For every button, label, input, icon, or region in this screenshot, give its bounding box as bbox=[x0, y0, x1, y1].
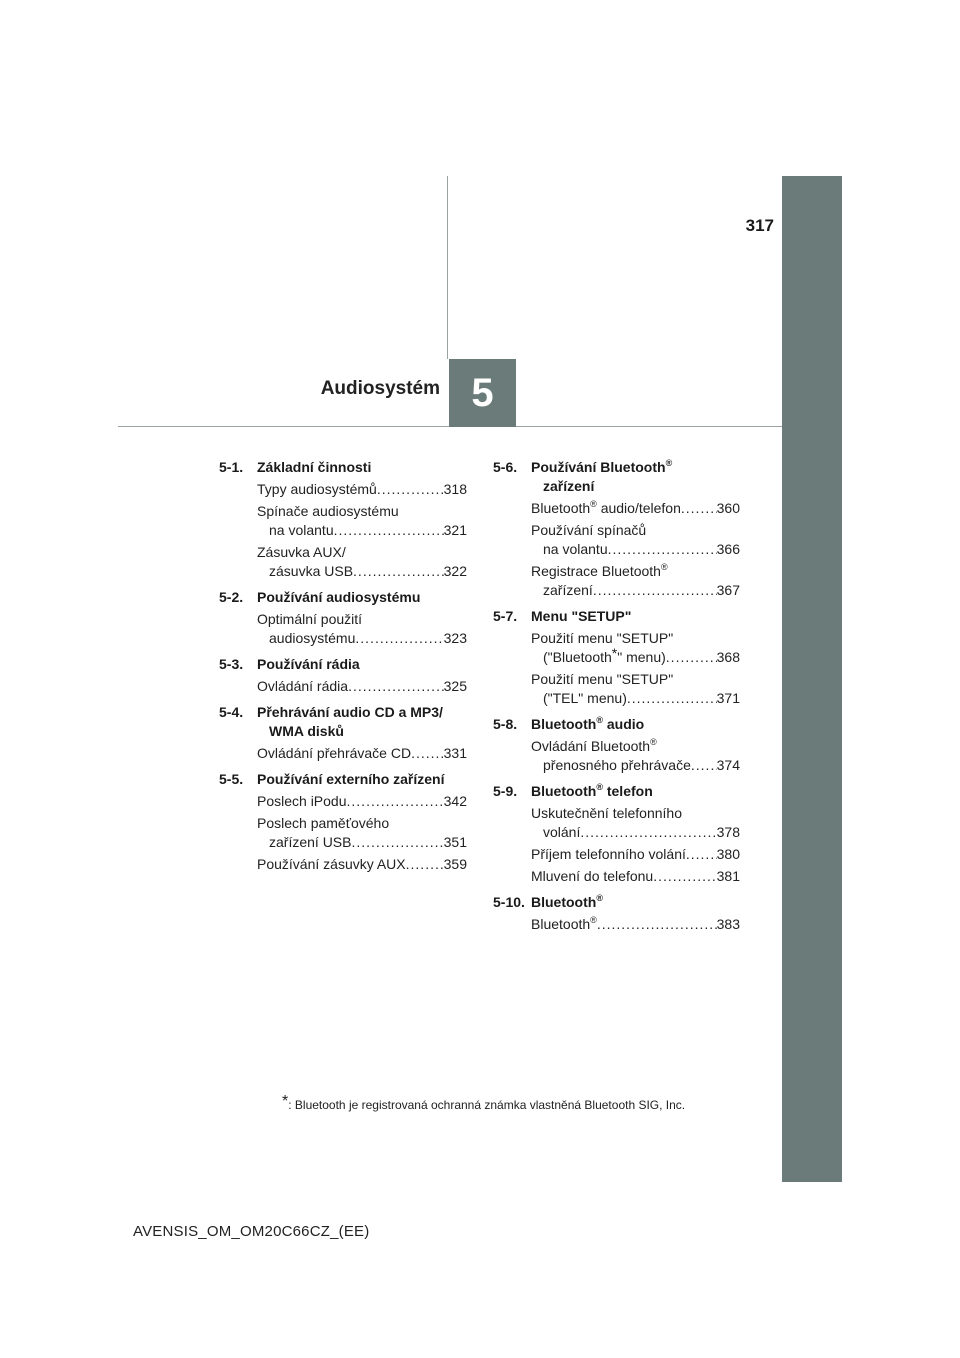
entry-text: Použití menu "SETUP" bbox=[531, 630, 674, 646]
dot-leader bbox=[653, 867, 716, 886]
footnote bbox=[282, 1093, 686, 1112]
section-title: Používání rádia bbox=[257, 656, 360, 672]
entry-text: Bluetooth bbox=[531, 916, 591, 932]
registered-mark: ® bbox=[590, 915, 597, 925]
dot-leader bbox=[627, 689, 717, 708]
entry-text: ("TEL" menu) bbox=[543, 690, 627, 706]
entry-text: Používání spínačů bbox=[531, 522, 647, 538]
dot-leader bbox=[593, 581, 717, 600]
entry-page: 359 bbox=[443, 856, 467, 872]
chapter-number-box: 5 bbox=[449, 359, 516, 427]
section-number: 5-9. bbox=[493, 783, 518, 799]
section-title: Menu "SETUP" bbox=[531, 608, 632, 624]
section-title: telefon bbox=[602, 783, 653, 799]
entry-page: 374 bbox=[716, 757, 740, 773]
toc-entry[interactable] bbox=[257, 677, 467, 696]
registered-mark: ® bbox=[665, 458, 673, 468]
dot-leader bbox=[580, 823, 716, 842]
dot-leader bbox=[351, 833, 443, 852]
section-title: Bluetooth bbox=[531, 783, 597, 799]
entry-text: Bluetooth bbox=[531, 500, 591, 516]
toc-section[interactable] bbox=[493, 715, 740, 734]
entry-text: Poslech iPodu bbox=[257, 793, 347, 809]
toc-section[interactable] bbox=[493, 607, 740, 626]
toc-entry[interactable] bbox=[257, 814, 467, 852]
entry-text: Registrace Bluetooth bbox=[531, 563, 661, 579]
entry-page: 366 bbox=[716, 541, 740, 557]
toc-entry[interactable] bbox=[531, 737, 740, 775]
entry-text: přenosného přehrávače bbox=[543, 757, 691, 773]
entry-page: 371 bbox=[716, 690, 740, 706]
entry-page: 378 bbox=[716, 824, 740, 840]
registered-mark: ® bbox=[650, 737, 657, 747]
section-title: Bluetooth bbox=[531, 716, 597, 732]
section-title: Používání externího zařízení bbox=[257, 771, 445, 787]
section-title: Používání audiosystému bbox=[257, 589, 421, 605]
entry-text: Optimální použití bbox=[257, 611, 363, 627]
toc-entry[interactable] bbox=[531, 915, 740, 934]
toc-entry[interactable] bbox=[257, 855, 467, 874]
toc-entry[interactable] bbox=[257, 744, 467, 763]
entry-page: 381 bbox=[716, 868, 740, 884]
entry-page: 331 bbox=[443, 745, 467, 761]
section-number: 5-1. bbox=[219, 459, 244, 475]
entry-page: 380 bbox=[716, 846, 740, 862]
entry-page: 367 bbox=[716, 582, 740, 598]
toc-section[interactable] bbox=[219, 655, 467, 674]
entry-text: na volantu bbox=[269, 522, 334, 538]
chapter-side-tab bbox=[782, 176, 842, 1182]
header-vertical-rule bbox=[447, 176, 448, 359]
registered-mark: ® bbox=[596, 715, 603, 725]
toc-section[interactable] bbox=[219, 703, 467, 741]
dot-leader bbox=[681, 499, 717, 518]
entry-text: Typy audiosystémů bbox=[257, 481, 377, 497]
entry-text: volání bbox=[543, 824, 581, 840]
asterisk-mark: * bbox=[282, 1093, 289, 1110]
section-number: 5-7. bbox=[493, 608, 518, 624]
entry-text: ("Bluetooth bbox=[543, 649, 612, 665]
toc-entry[interactable] bbox=[257, 543, 467, 581]
entry-text: zásuvka USB bbox=[269, 563, 354, 579]
entry-text: na volantu bbox=[543, 541, 608, 557]
section-title: Přehrávání audio CD a MP3/ bbox=[257, 704, 443, 720]
registered-mark: ® bbox=[590, 499, 597, 509]
toc-section[interactable] bbox=[219, 588, 467, 607]
toc-section[interactable] bbox=[219, 770, 467, 789]
entry-text: audiosystému bbox=[269, 630, 356, 646]
section-number: 5-3. bbox=[219, 656, 244, 672]
dot-leader bbox=[377, 480, 444, 499]
entry-text: Použití menu "SETUP" bbox=[531, 671, 674, 687]
entry-text: Příjem telefonního volání bbox=[531, 846, 686, 862]
chapter-title: Audiosystém bbox=[320, 378, 440, 399]
entry-text: audio/telefon bbox=[596, 500, 681, 516]
section-number: 5-6. bbox=[493, 459, 518, 475]
section-number: 5-8. bbox=[493, 716, 518, 732]
toc-entry[interactable] bbox=[531, 845, 740, 864]
toc-entry[interactable] bbox=[257, 502, 467, 540]
section-title: Základní činnosti bbox=[257, 459, 372, 475]
dot-leader bbox=[406, 855, 444, 874]
entry-text: Ovládání rádia bbox=[257, 678, 349, 694]
entry-page: 321 bbox=[443, 522, 467, 538]
page-number: 317 bbox=[745, 216, 774, 235]
toc-entry[interactable] bbox=[257, 610, 467, 648]
registered-mark: ® bbox=[660, 562, 668, 572]
entry-page: 318 bbox=[443, 481, 467, 497]
toc-entry[interactable] bbox=[531, 562, 740, 600]
dot-leader bbox=[411, 744, 444, 763]
entry-text: zařízení USB bbox=[269, 834, 352, 850]
dot-leader bbox=[353, 562, 444, 581]
entry-page: 383 bbox=[716, 916, 740, 932]
entry-page: 322 bbox=[443, 563, 467, 579]
section-title-cont: WMA disků bbox=[269, 723, 344, 739]
dot-leader bbox=[597, 915, 717, 934]
dot-leader bbox=[334, 521, 444, 540]
entry-text: zařízení bbox=[543, 582, 593, 598]
dot-leader bbox=[355, 629, 443, 648]
section-title: audio bbox=[602, 716, 645, 732]
toc-section[interactable] bbox=[219, 458, 467, 477]
dot-leader bbox=[686, 845, 717, 864]
section-number: 5-10. bbox=[493, 894, 525, 910]
entry-text: Uskutečnění telefonního bbox=[531, 805, 682, 821]
section-number: 5-5. bbox=[219, 771, 244, 787]
entry-page: 360 bbox=[716, 500, 740, 516]
toc-section[interactable] bbox=[493, 458, 740, 496]
dot-leader bbox=[347, 792, 444, 811]
registered-mark: ® bbox=[596, 893, 603, 903]
dot-leader bbox=[608, 540, 717, 559]
entry-text: " menu) bbox=[617, 649, 666, 665]
toc-section[interactable] bbox=[493, 782, 740, 801]
footer-document-code: AVENSIS_OM_OM20C66CZ_(EE) bbox=[133, 1223, 370, 1240]
asterisk-mark: * bbox=[611, 645, 618, 661]
section-title-cont: zařízení bbox=[543, 478, 595, 494]
entry-text: Používání zásuvky AUX bbox=[257, 856, 406, 872]
footnote-text: : Bluetooth je registrovaná ochranná známka vlastněná Bluetooth SIG, Inc. bbox=[288, 1098, 686, 1112]
entry-text: Mluvení do telefonu bbox=[531, 868, 654, 884]
entry-page: 323 bbox=[443, 630, 467, 646]
entry-text: Ovládání Bluetooth bbox=[531, 738, 651, 754]
toc-entry[interactable] bbox=[531, 670, 740, 708]
section-title: Bluetooth bbox=[531, 894, 597, 910]
toc-entry[interactable] bbox=[257, 480, 467, 499]
entry-text: Zásuvka AUX/ bbox=[257, 544, 346, 560]
toc-entry[interactable] bbox=[531, 629, 740, 667]
entry-text: Spínače audiosystému bbox=[257, 503, 399, 519]
entry-page: 368 bbox=[716, 649, 740, 665]
toc-entry[interactable] bbox=[257, 792, 467, 811]
entry-text: Poslech paměťového bbox=[257, 815, 390, 831]
toc-entry[interactable] bbox=[531, 804, 740, 842]
entry-page: 351 bbox=[443, 834, 467, 850]
entry-text: Ovládání přehrávače CD bbox=[257, 745, 412, 761]
dot-leader bbox=[348, 677, 444, 696]
toc-right-column bbox=[493, 458, 740, 937]
toc-section[interactable] bbox=[493, 893, 740, 912]
registered-mark: ® bbox=[596, 782, 603, 792]
toc-entry[interactable] bbox=[531, 499, 740, 518]
toc-entry[interactable] bbox=[531, 867, 740, 886]
section-title: Používání Bluetooth bbox=[531, 459, 666, 475]
entry-page: 325 bbox=[443, 678, 467, 694]
toc-entry[interactable] bbox=[531, 521, 740, 559]
entry-page: 342 bbox=[443, 793, 467, 809]
dot-leader bbox=[666, 648, 717, 667]
toc-left-column bbox=[219, 458, 467, 877]
dot-leader bbox=[691, 756, 717, 775]
section-number: 5-2. bbox=[219, 589, 244, 605]
section-number: 5-4. bbox=[219, 704, 244, 720]
